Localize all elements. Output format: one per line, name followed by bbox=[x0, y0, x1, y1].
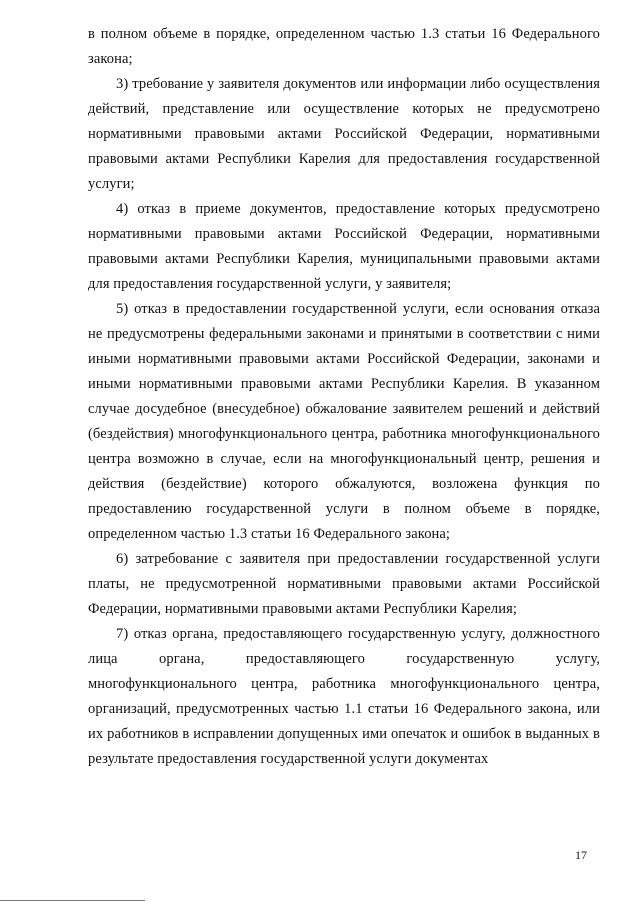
paragraph-item-3: 3) требование у заявителя документов или информации либо осуществления действий, представление или осуществление которых не предусмотрено нормативными правовыми актами Российской Федерации, нормативными правовыми актами Республики Карелия для предоставления государственной услуги; bbox=[88, 76, 600, 192]
paragraph-item-7: 7) отказ органа, предоставляющего государственную услугу, должностного лица органа, предоставляющего государственную услугу, многофункционального центра, работника многофункционального центра, организаций, предусмотренных частью 1.1 статьи 16 Федерального закона, или их работников в исправлении допущенных ими опечаток и ошибок в выданных в результате предоставления государственной услуги документах bbox=[88, 626, 600, 767]
document-page bbox=[88, 22, 600, 772]
paragraph-item-4: 4) отказ в приеме документов, предоставление которых предусмотрено нормативными правовыми актами Российской Федерации, нормативными правовыми актами Республики Карелия, муниципальными правовыми актами для предоставления государственной услуги, у заявителя; bbox=[88, 201, 600, 292]
paragraph-item-6: 6) затребование с заявителя при предоставлении государственной услуги платы, не предусмотренной нормативными правовыми актами Российской Федерации, нормативными правовыми актами Республики Карелия; bbox=[88, 551, 600, 617]
footer-rule bbox=[0, 900, 145, 901]
paragraph-continuation: в полном объеме в порядке, определенном частью 1.3 статьи 16 Федерального закона; bbox=[88, 26, 600, 67]
paragraph-item-5: 5) отказ в предоставлении государственной услуги, если основания отказа не предусмотрены федеральными законами и принятыми в соответствии с ними иными нормативными правовыми актами Российской Федерации, законами и иными нормативными правовыми актами Республики Карелия. В указанном случае досудебное (внесудебное) обжалование заявителем решений и действий (бездействия) многофункционального центра, работника многофункционального центра возможно в случае, если на многофункциональный центр, решения и действия (бездействие) которого обжалуются, возложена функция по предоставлению государственной услуги в полном объеме в порядке, определенном частью 1.3 статьи 16 Федерального закона; bbox=[88, 301, 600, 542]
page-number: 17 bbox=[575, 848, 587, 862]
